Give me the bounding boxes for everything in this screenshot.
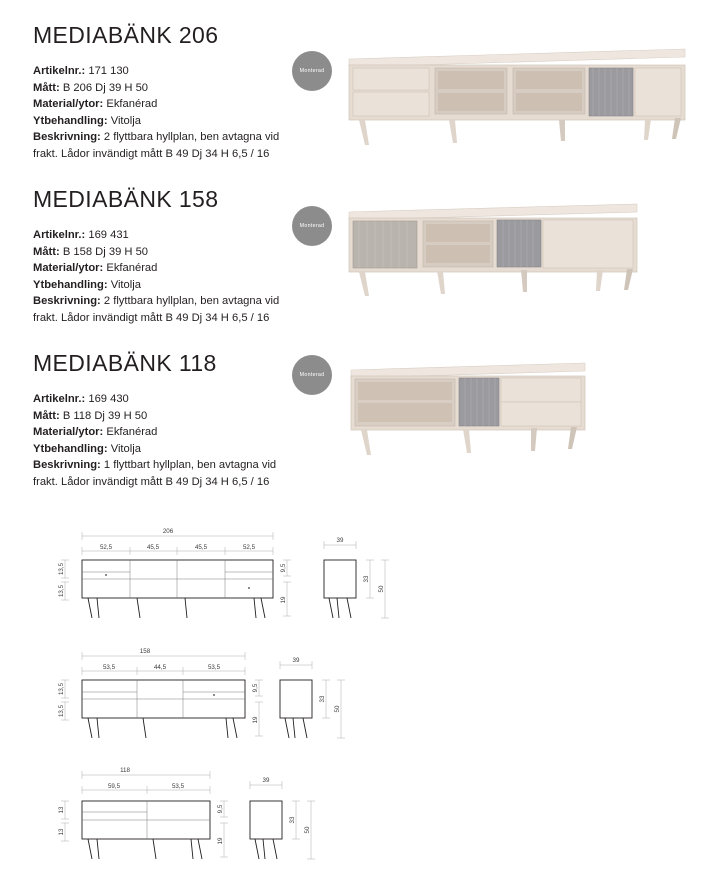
spec-value: Ekfanérad (106, 262, 158, 274)
dim-right-top: 9,5 (217, 804, 224, 814)
spec-label: Mått: (33, 409, 60, 422)
page-title: MEDIABÄNK 206 (33, 22, 219, 48)
dim-left-bottom: 13 (58, 828, 65, 836)
spec-label: Material/ytor: (33, 98, 104, 110)
dim-total-width: 206 (162, 528, 174, 535)
dim-side-inner-height: 33 (319, 695, 326, 703)
spec-list-206 (33, 63, 293, 162)
status-badge-monterad (292, 51, 332, 91)
dim-total-width: 118 (120, 767, 130, 774)
product-info-118 (33, 350, 293, 490)
spec-label: Mått: (33, 245, 60, 258)
spec-row-beskrivning (33, 457, 293, 490)
spec-value: Vitolja (110, 442, 141, 455)
spec-row-matt (33, 244, 293, 261)
dim-side-total-height: 50 (304, 826, 311, 834)
spec-row-matt (33, 80, 293, 97)
spec-label: Beskrivning: (33, 459, 101, 471)
dim-left-top: 13 (58, 806, 65, 814)
drawing-158 (25, 640, 405, 750)
spec-label: Ytbehandling: (33, 114, 108, 127)
spec-row-beskrivning (33, 293, 293, 326)
dim-side-inner-height: 33 (363, 575, 370, 583)
spec-label: Artikelnr.: (33, 65, 86, 77)
spec-value: B 206 Dj 39 H 50 (62, 81, 149, 94)
product-info-206 (33, 22, 293, 162)
status-badge-monterad (292, 355, 332, 395)
dim-side-width: 39 (292, 657, 300, 664)
dim-seg-2: 53,5 (171, 783, 185, 790)
dim-side-width: 39 (262, 777, 270, 784)
spec-label: Material/ytor: (33, 262, 104, 274)
spec-row-artikelnr (33, 227, 293, 244)
spec-label: Mått: (33, 81, 60, 94)
spec-value: 171 130 (88, 65, 129, 77)
product-image-118 (345, 345, 635, 465)
spec-row-artikelnr (33, 63, 293, 80)
spec-label: Beskrivning: (33, 131, 101, 143)
dim-side-total-height: 50 (334, 705, 341, 713)
dim-side-inner-height: 33 (289, 816, 296, 824)
spec-row-ytbehandling (33, 441, 293, 458)
dim-right-bottom: 19 (252, 716, 259, 724)
spec-label: Ytbehandling: (33, 278, 108, 291)
dim-left-top: 13,5 (58, 682, 65, 696)
spec-value: Ekfanérad (106, 426, 158, 438)
dim-seg-4: 52,5 (242, 544, 256, 551)
page-title: MEDIABÄNK 158 (33, 186, 219, 212)
product-info-158 (33, 186, 293, 326)
spec-row-matt (33, 408, 293, 425)
dim-left-bottom: 13,5 (58, 704, 65, 718)
spec-value: 2 flyttbara hyllplan, ben avtagna vid frakt. Lådor invändigt mått B 49 Dj 34 H 6,5 / 16 (33, 295, 280, 324)
dim-seg-3: 45,5 (194, 544, 208, 551)
spec-value: B 158 Dj 39 H 50 (62, 245, 149, 258)
dim-seg-2: 44,5 (153, 664, 167, 671)
product-image-158 (345, 186, 665, 301)
dim-seg-1: 53,5 (102, 664, 116, 671)
spec-row-material (33, 424, 293, 441)
dim-seg-2: 45,5 (146, 544, 160, 551)
badge-label: Monterad (299, 223, 325, 229)
dim-side-width: 39 (336, 537, 344, 544)
spec-label: Artikelnr.: (33, 229, 86, 241)
dim-side-total-height: 50 (378, 585, 385, 593)
badge-label: Monterad (299, 68, 325, 74)
spec-value: Vitolja (110, 278, 141, 291)
spec-row-material (33, 96, 293, 113)
dim-seg-1: 52,5 (99, 544, 113, 551)
spec-list-158 (33, 227, 293, 326)
spec-row-artikelnr (33, 391, 293, 408)
dim-left-bottom: 13,5 (58, 584, 65, 598)
spec-row-ytbehandling (33, 113, 293, 130)
spec-list-118 (33, 391, 293, 490)
dim-right-top: 9,5 (252, 683, 259, 693)
spec-value: Ekfanérad (106, 98, 158, 110)
dim-right-bottom: 19 (217, 837, 224, 845)
spec-label: Ytbehandling: (33, 442, 108, 455)
dim-right-bottom: 19 (280, 596, 287, 604)
dim-seg-1: 59,5 (107, 783, 121, 790)
spec-value: 1 flyttbart hyllplan, ben avtagna vid frakt. Lådor invändigt mått B 49 Dj 34 H 6,5 / 16 (33, 459, 277, 488)
spec-value: B 118 Dj 39 H 50 (62, 409, 148, 422)
product-image-206 (345, 27, 690, 152)
dim-seg-3: 53,5 (207, 664, 221, 671)
dim-right-top: 9,5 (280, 563, 287, 573)
page-title: MEDIABÄNK 118 (33, 350, 217, 376)
spec-row-ytbehandling (33, 277, 293, 294)
dim-left-top: 13,5 (58, 562, 65, 576)
badge-label: Monterad (299, 372, 325, 378)
status-badge-monterad (292, 206, 332, 246)
spec-value: 169 431 (88, 229, 129, 241)
spec-label: Beskrivning: (33, 295, 101, 307)
spec-label: Material/ytor: (33, 426, 104, 438)
spec-value: 2 flyttbara hyllplan, ben avtagna vid frakt. Lådor invändigt mått B 49 Dj 34 H 6,5 / 16 (33, 131, 280, 160)
dim-total-width: 158 (139, 648, 151, 655)
spec-value: Vitolja (110, 114, 141, 127)
drawing-118 (25, 755, 405, 870)
spec-row-material (33, 260, 293, 277)
spec-value: 169 430 (88, 393, 129, 405)
spec-row-beskrivning (33, 129, 293, 162)
drawing-206 (25, 520, 405, 630)
spec-label: Artikelnr.: (33, 393, 86, 405)
